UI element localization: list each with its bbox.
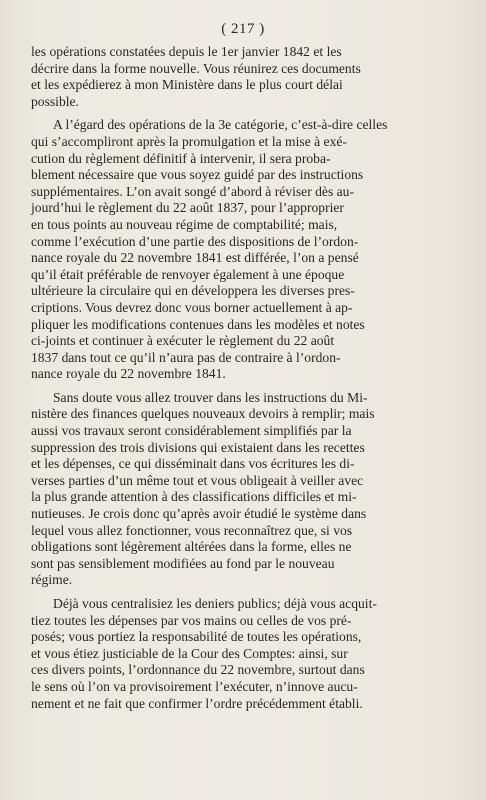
text-line: comme l’exécution d’une partie des dispositions de l’ordon- [31,233,359,249]
text-line: posés; vous portiez la responsabilité de toutes les opérations, [31,629,362,645]
text-line: aussi vos travaux seront considérablement simplifiés par la [31,423,352,439]
paragraph-1 [31,44,455,110]
text-line: décrire dans la forme nouvelle. Vous réunirez ces documents [31,60,361,76]
paragraph-2 [31,117,455,383]
text-line: en tous points au nouveau régime de comptabilité; mais, [31,216,338,232]
paragraph-4 [31,596,455,712]
text-line: la plus grande attention à des classifications difficiles et mi- [31,489,357,505]
text-line: nance royale du 22 novembre 1841. [31,366,226,382]
text-line: Sans doute vous allez trouver dans les instructions du Mi- [53,389,368,405]
text-line: nutieuses. Je crois donc qu’après avoir étudié le système dans [31,506,367,522]
text-line: le sens où l’on va provisoirement l’exécuter, n’innove aucu- [31,678,358,694]
text-line: régime. [31,572,73,588]
text-line: et les dépenses, ce qui disséminait dans vos écritures les di- [31,456,355,472]
text-line: tiez toutes les dépenses par vos mains ou celles de vos pré- [31,612,352,628]
text-line: 1837 dans tout ce qu’il n’aura pas de contraire à l’ordon- [31,349,341,365]
page-number: ( 217 ) [221,21,265,37]
text-line: pliquer les modifications contenues dans les modèles et notes [31,316,365,332]
text-line: nement et ne fait que confirmer l’ordre précédemment établi. [31,695,363,711]
text-line: qu’il était préférable de renvoyer également à une époque [31,266,345,282]
text-line: Déjà vous centralisiez les deniers publics; déjà vous acquit- [53,596,377,611]
text-line: obligations sont légèrement altérées dans la forme, elles ne [31,539,352,555]
text-line: jourd’hui le règlement du 22 août 1837, pour l’approprier [31,200,344,216]
text-line: sont pas sensiblement modifiées au fond par le nouveau [31,555,335,571]
text-line: verses parties d’un même tout et vous obligeait à veiller avec [31,472,364,488]
text-line: qui s’accompliront après la promulgation et la mise à exé- [31,133,347,149]
text-line: cution du règlement définitif à intervenir, il sera proba- [31,150,331,166]
text-line: possible. [31,93,79,109]
text-line: et vous étiez justiciable de la Cour des Comptes: ainsi, sur [31,645,348,661]
text-line: A l’égard des opérations de la 3e catégorie, c’est-à-dire celles [53,117,388,133]
text-line: criptions. Vous devrez donc vous borner actuellement à ap- [31,299,353,315]
text-line: nance royale du 22 novembre 1841 est différée, l’on a pensé [31,250,359,266]
text-line: ci-joints et continuer à exécuter le règlement du 22 août [31,333,335,349]
paragraph-3 [31,390,455,589]
body-text [31,44,455,712]
text-line: ces divers points, l’ordonnance du 22 novembre, surtout dans [31,662,365,678]
text-line: supplémentaires. L’on avait songé d’abord à réviser dès au- [31,183,354,199]
text-line: et les expédierez à mon Ministère dans le plus court délai [31,77,343,93]
text-line: suppression des trois divisions qui existaient dans les recettes [31,439,365,455]
text-line: blement nécessaire que vous soyez guidé par des instructions [31,167,364,183]
text-line: ultérieure la circulaire qui en développera les diverses pres- [31,283,355,299]
text-line: les opérations constatées depuis le 1er janvier 1842 et les [31,44,342,59]
text-line: lequel vous allez fonctionner, vous reconnaîtrez que, si vos [31,522,353,538]
text-line: nistère des finances quelques nouveaux devoirs à remplir; mais [31,406,375,422]
